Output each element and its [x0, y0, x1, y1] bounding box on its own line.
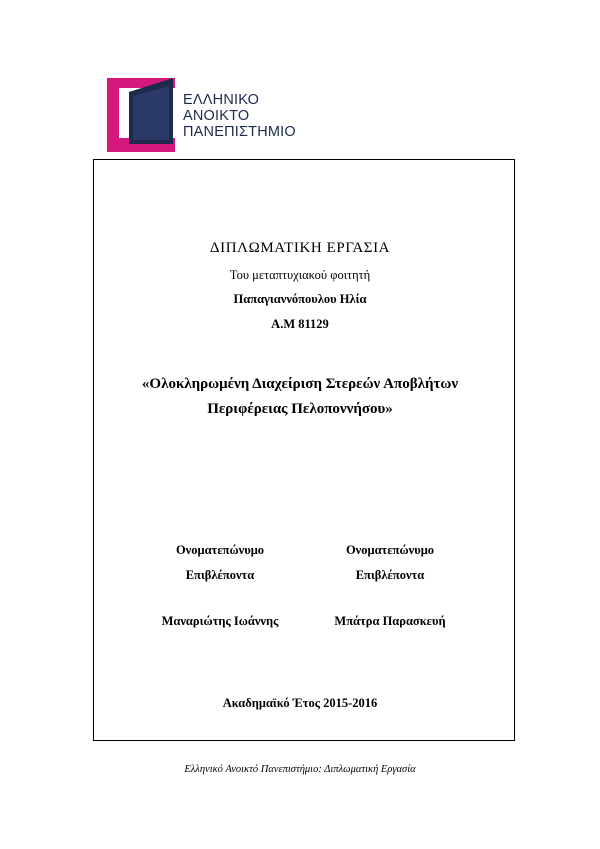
- university-logo-mark-icon: [107, 74, 179, 152]
- university-logo: [107, 74, 307, 154]
- student-name: Παπαγιαννόπουλου Ηλία: [233, 292, 367, 306]
- thesis-title-line-1: «Ολοκληρωμένη Διαχείριση Στερεών Αποβλήτων: [141, 376, 459, 392]
- page-footer: Ελληνικό Ανοικτό Πανεπιστήμιο: Διπλωματική Εργασία: [184, 764, 416, 775]
- supervisor-left-label-2: Επιβλέποντα: [185, 568, 255, 582]
- thesis-title-line-2: Περιφέρειας Πελοποννήσου»: [207, 401, 393, 417]
- university-name: [183, 92, 296, 140]
- student-id: Α.Μ 81129: [271, 317, 329, 331]
- supervisor-right-label-2: Επιβλέποντα: [355, 568, 425, 582]
- supervisor-right-label-1: Ονοματεπώνυμο: [345, 543, 435, 557]
- university-name-line-2: ΑΝΟΙΚΤΟ: [183, 108, 250, 124]
- supervisor-right-name: Μπάτρα Παρασκευή: [334, 614, 446, 628]
- supervisor-left-name: Μαναριώτης Ιωάννης: [161, 614, 279, 628]
- university-name-line-3: ΠΑΝΕΠΙΣΤΗΜΙΟ: [183, 124, 296, 140]
- document-title: ΔΙΠΛΩΜΑΤΙΚΗ ΕΡΓΑΣΙΑ: [209, 240, 391, 256]
- supervisor-left-label-1: Ονοματεπώνυμο: [175, 543, 265, 557]
- university-name-line-1: ΕΛΛΗΝΙΚΟ: [183, 92, 260, 108]
- author-intro: Του μεταπτυχιακού φοιτητή: [229, 268, 371, 282]
- academic-year: Ακαδημαϊκό Έτος 2015-2016: [222, 696, 378, 710]
